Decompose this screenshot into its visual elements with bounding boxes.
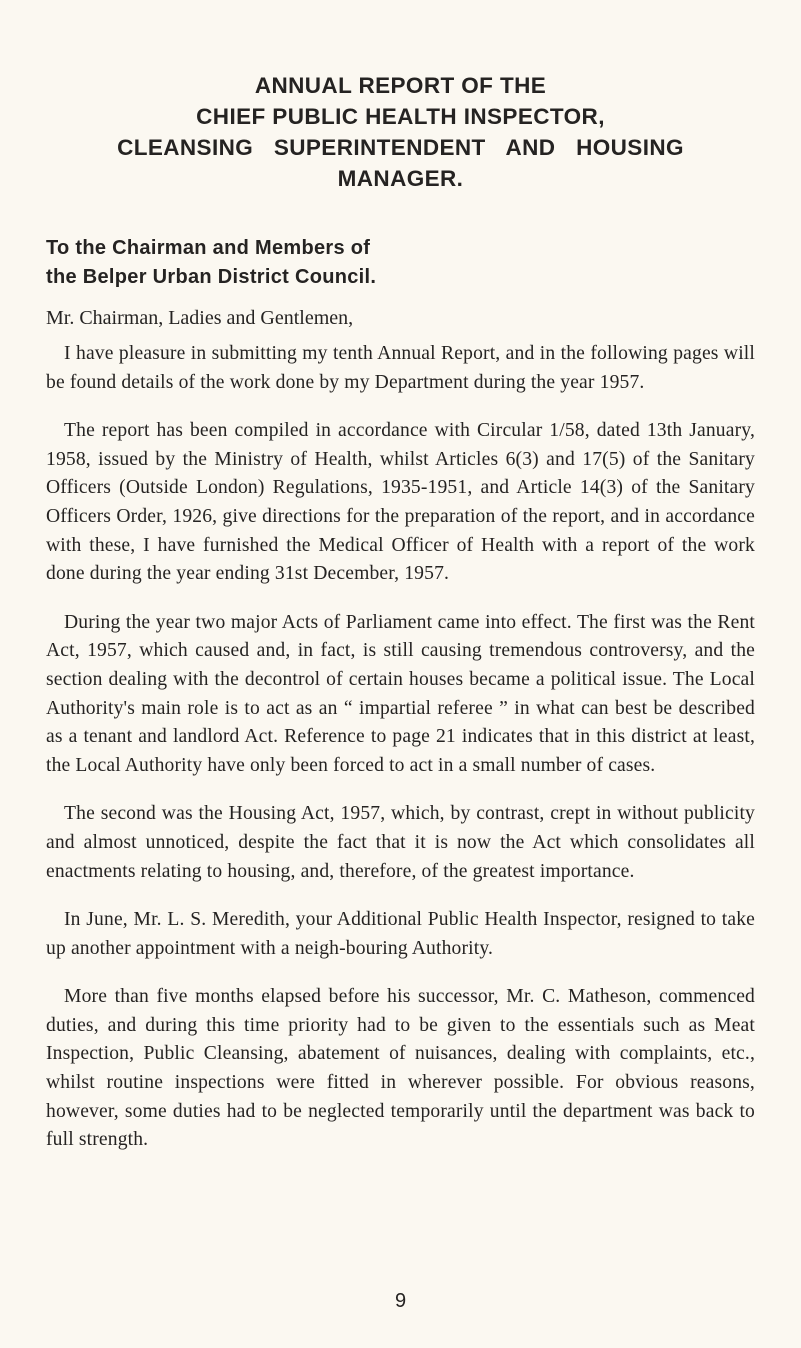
salutation: Mr. Chairman, Ladies and Gentlemen,: [46, 307, 354, 329]
addressee: [46, 234, 755, 292]
addressee-line-1: To the Chairman and Members of: [46, 237, 371, 259]
title-line-3: CLEANSING SUPERINTENDENT AND HOUSING: [117, 135, 684, 160]
paragraph-6: More than five months elapsed before his successor, Mr. C. Matheson, commenced duties, and during this time priority had to be given to the essentials such as Meat Inspection, Public Cleansing, abatement of nuisances, dealing with complaints, etc., whilst routine inspections were fitted in wherever possible. For obvious reasons, however, some duties had to be neglected temporarily until the department was back to full strength.: [46, 986, 755, 1151]
addressee-line-2: the Belper Urban District Council.: [46, 266, 377, 288]
paragraph-5: In June, Mr. L. S. Meredith, your Additional Public Health Inspector, resigned to take up another appointment with a neigh-bouring Authority.: [46, 909, 755, 959]
paragraph-4: The second was the Housing Act, 1957, which, by contrast, crept in without publicity and almost unnoticed, despite the fact that it is now the Act which consolidates all enactments relating to housing, and, therefore, of the greatest importance.: [46, 803, 755, 882]
page-number: 9: [394, 1290, 407, 1312]
title-line-2: CHIEF PUBLIC HEALTH INSPECTOR,: [196, 104, 605, 129]
report-title: [46, 70, 755, 194]
paragraph-1: I have pleasure in submitting my tenth Annual Report, and in the following pages will be found details of the work done by my Department during the year 1957.: [46, 343, 755, 393]
paragraph-2: The report has been compiled in accordance with Circular 1/58, dated 13th January, 1958, issued by the Ministry of Health, whilst Articles 6(3) and 17(5) of the Sanitary Officers (Outside London) Regulations, 1935-1951, and Article 14(3) of the Sanitary Officers Order, 1926, give directions for the preparation of the report, and in accordance with these, I have furnished the Medical Officer of Health with a report of the work done during the year ending 31st December, 1957.: [46, 420, 755, 585]
title-line-4: MANAGER.: [337, 166, 464, 191]
paragraph-3: During the year two major Acts of Parliament came into effect. The first was the Rent Act, 1957, which caused and, in fact, is still causing tremendous controversy, and the section dealing with the decontrol of certain houses became a political issue. The Local Authority's main role is to act as an “ impartial referee ” in what can best be described as a tenant and landlord Act. Reference to page 21 indicates that in this district at least, the Local Authority have only been forced to act in a small number of cases.: [46, 611, 755, 776]
title-line-1: ANNUAL REPORT OF THE: [254, 73, 547, 98]
